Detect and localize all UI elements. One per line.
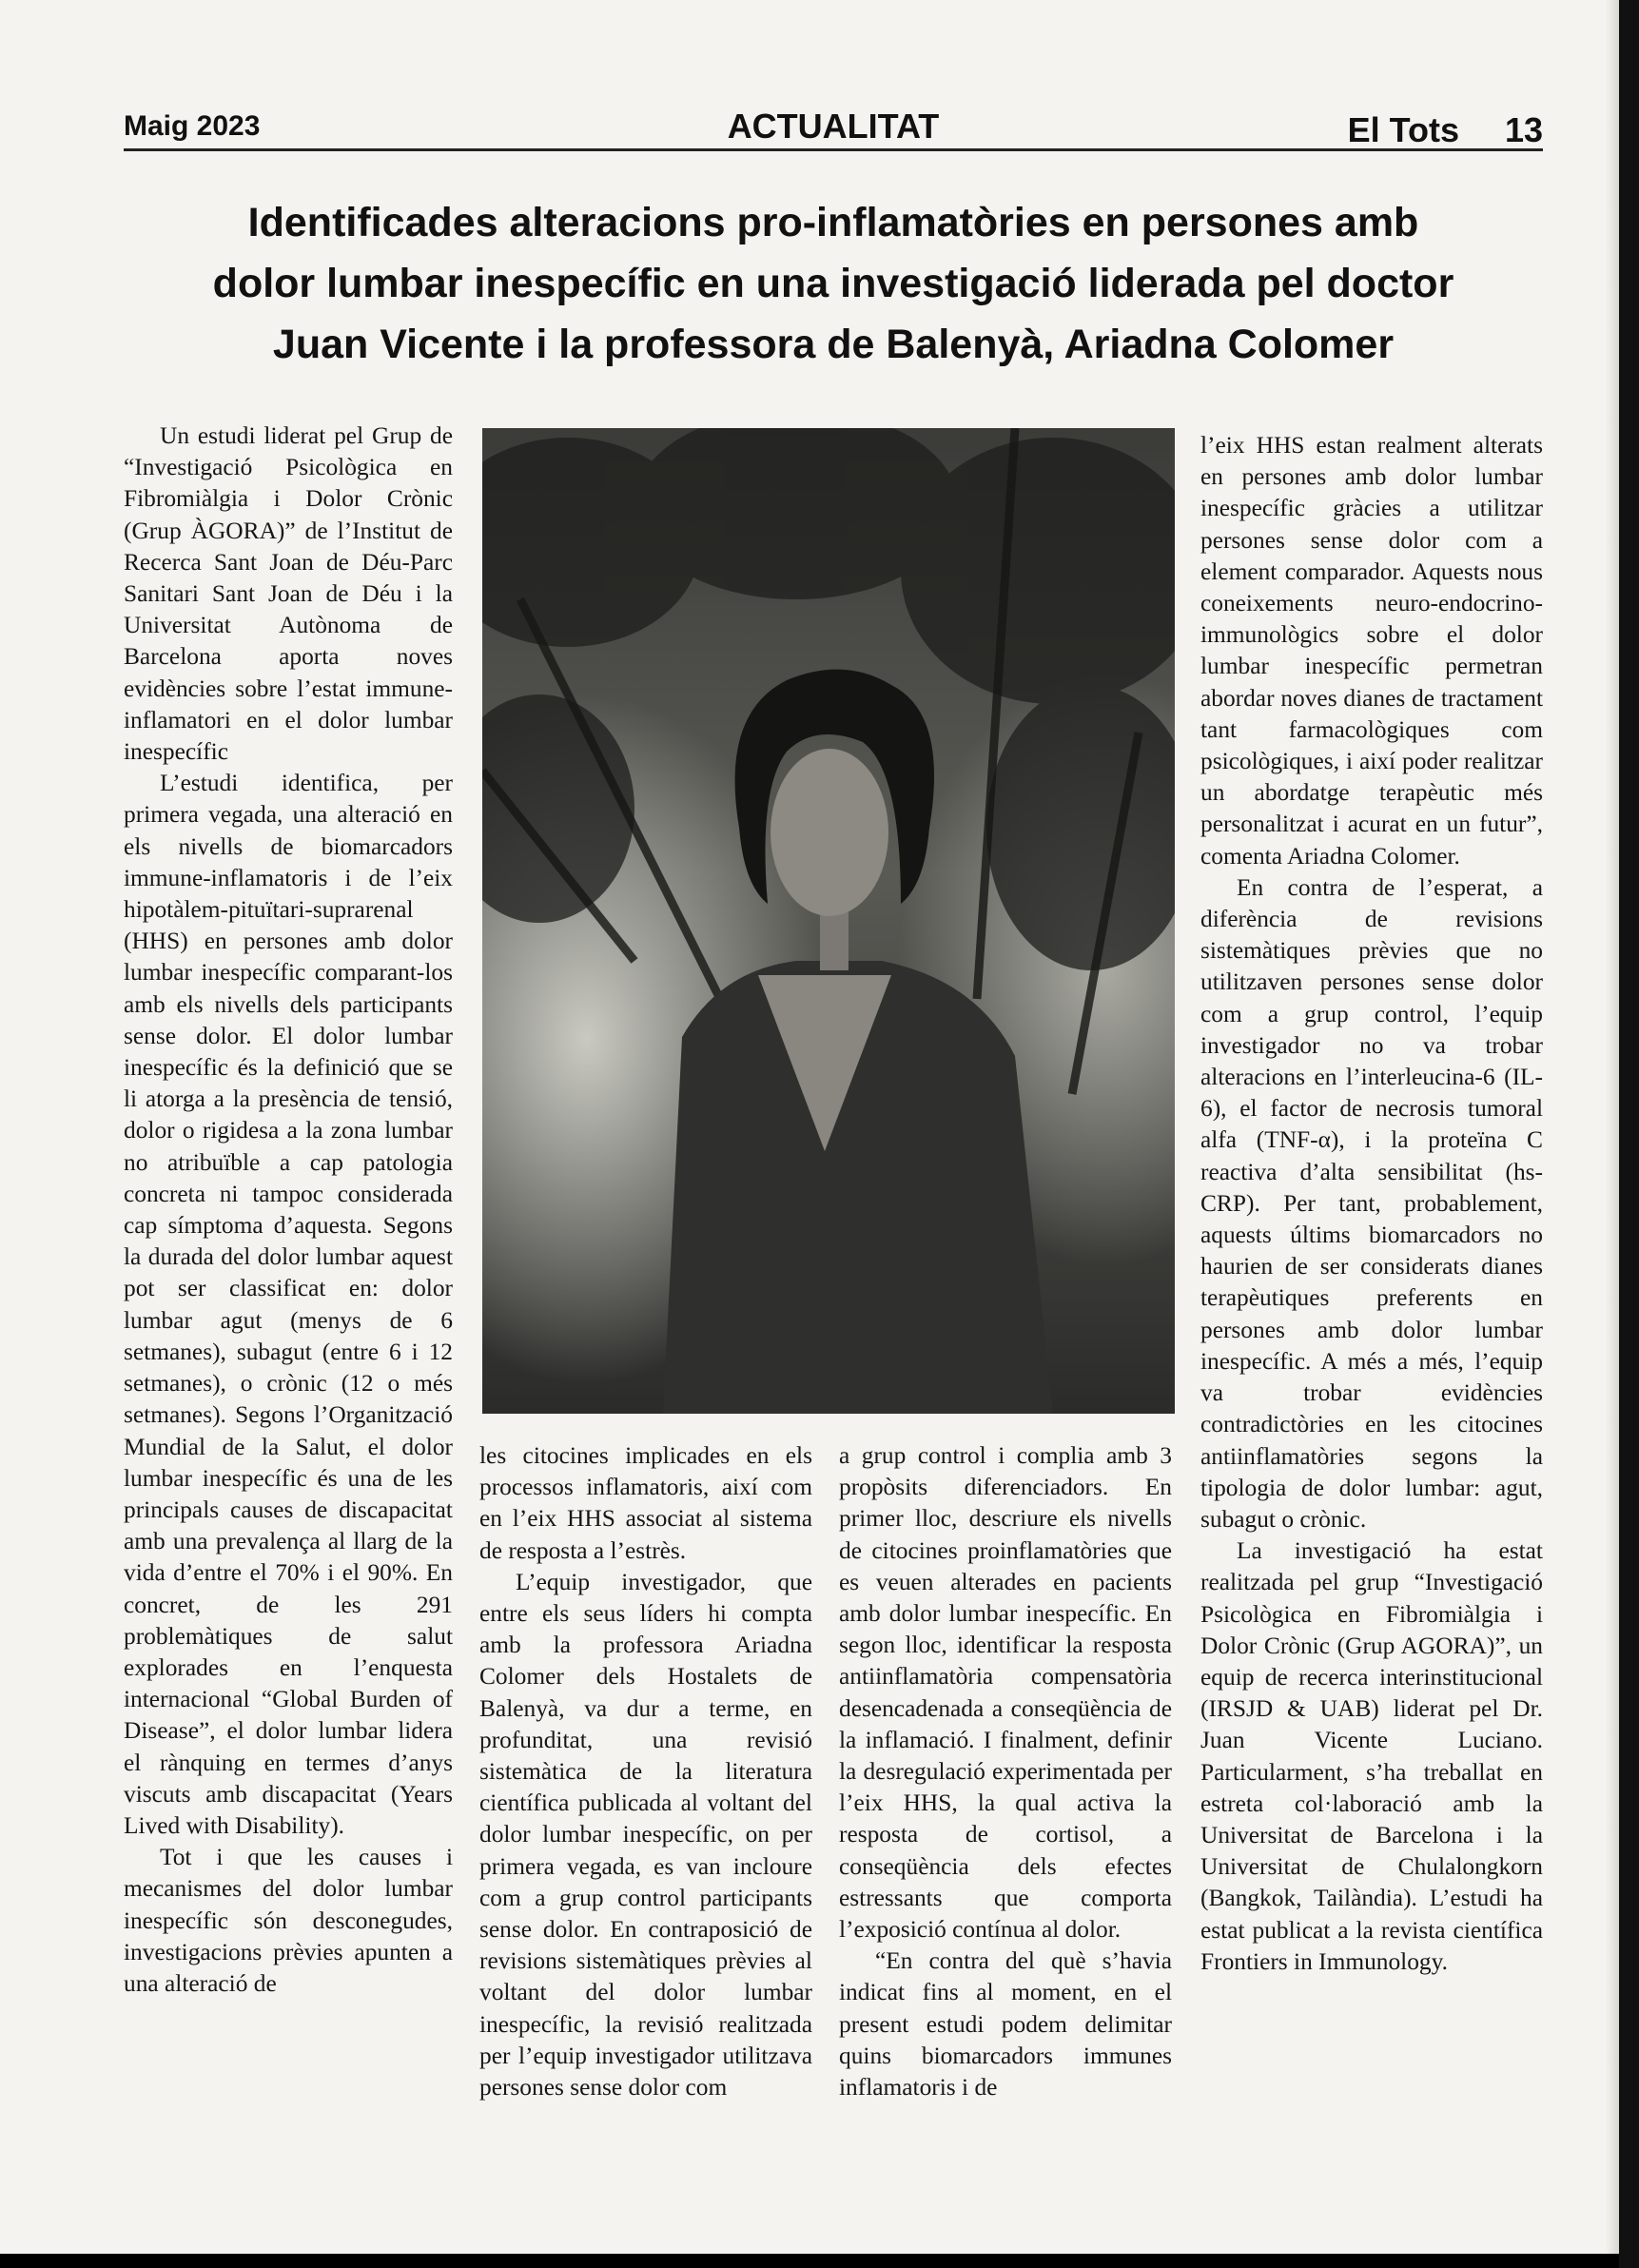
paragraph: les citocines implicades en els processos inflamatoris, així com en l’eix HHS associat al sistema de resposta a l’estrès. bbox=[479, 1442, 812, 1564]
page-edge-shadow bbox=[1606, 0, 1619, 2254]
issue-date: Maig 2023 bbox=[124, 110, 261, 142]
article-column-4 bbox=[1200, 430, 1543, 1978]
binding-spine bbox=[1619, 0, 1639, 2268]
paragraph: “En contra del què s’havia indicat fins al moment, en el present estudi podem delimitar quins biomarcadors immunes inflamatoris i de bbox=[839, 1947, 1172, 2102]
paragraph: Tot i que les causes i mecanismes del dolor lumbar inespecífic són desconegudes, investigacions prèvies apunten a una alteració de bbox=[124, 1844, 453, 1997]
page-header bbox=[124, 105, 1543, 151]
section-title: ACTUALITAT bbox=[727, 107, 940, 146]
page-number: 13 bbox=[1504, 110, 1543, 149]
article-headline bbox=[114, 192, 1552, 375]
publication-name: El Tots bbox=[1347, 110, 1459, 149]
paragraph: l’eix HHS estan realment alterats en persones amb dolor lumbar inespecífic gràcies a utilitzar persones sense dolor com a element comparador. Aquests nous coneixements neuro-endocrino-immunològics sobre el dolor lumbar inespecífic permetran abordar noves dianes de tractament tant farmacològiques com psicològiques, i així poder realitzar un abordatge terapèutic més personalitzat i acurat en un futur”, comenta Ariadna Colomer. bbox=[1200, 432, 1543, 870]
article-column-3 bbox=[839, 1440, 1172, 2103]
article-column-1 bbox=[124, 420, 453, 2000]
portrait-photo-icon bbox=[482, 428, 1175, 1414]
headline-line-2: dolor lumbar inespecífic en una investigació liderada pel doctor bbox=[212, 261, 1454, 306]
paragraph: Un estudi liderat pel Grup de “Investigació Psicològica en Fibromiàlgia i Dolor Crònic (Grup ÀGORA)” de l’Institut de Recerca Sant Joan de Déu-Parc Sanitari Sant Joan de Déu i la Universitat Autònoma de Barcelona aporta noves evidències sobre l’estat immune-inflamatori en el dolor lumbar inespecífic bbox=[124, 422, 453, 766]
article-column-2 bbox=[479, 1440, 812, 2103]
portrait-photo bbox=[482, 428, 1175, 1414]
headline-line-1: Identificades alteracions pro-inflamatòries en persones amb bbox=[247, 200, 1419, 245]
paragraph: L’equip investigador, que entre els seus líders hi compta amb la professora Ariadna Colomer dels Hostalets de Balenyà, va dur a terme, en profunditat, una revisió sistemàtica de la literatura científica publicada al voltant del dolor lumbar inespecífic, on per primera vegada, es van incloure com a grup control participants sense dolor. En contraposició de revisions sistemàtiques prèvies al voltant del dolor lumbar inespecífic, la revisió realitzada per l’equip investigador utilitzava persones sense dolor com bbox=[479, 1568, 812, 2102]
paragraph: En contra de l’esperat, a diferència de revisions sistemàtiques prèvies que no utilitzaven persones sense dolor com a grup control, l’equip investigador no va trobar alteracions en l’interleucina-6 (IL-6), el factor de necrosis tumoral alfa (TNF-α), i la proteïna C reactiva d’alta sensibilitat (hs-CRP). Per tant, probablement, aquests últims biomarcadors no haurien de ser considerats dianes terapèutiques preferents en persones amb dolor lumbar inespecífic. A més a més, l’equip va trobar evidències contradictòries en les citocines antiinflamatòries segons la tipologia de dolor lumbar: agut, subagut o crònic. bbox=[1200, 873, 1543, 1533]
paragraph: La investigació ha estat realitzada pel grup “Investigació Psicològica en Fibromiàlgia i Dolor Crònic (Grup AGORA)”, un equip de recerca interinstitucional (IRSJD & UAB) liderat pel Dr. Juan Vicente Luciano. Particularment, s’ha treballat en estreta col·laboració amb la Universitat de Barcelona i la Universitat de Chulalongkorn (Bangkok, Tailàndia). L’estudi ha estat publicat a la revista científica Frontiers in Immunology. bbox=[1200, 1537, 1543, 1975]
paragraph: a grup control i complia amb 3 propòsits diferenciadors. En primer lloc, descriure els nivells de citocines proinflamatòries que es veuen alterades en pacients amb dolor lumbar inespecífic. En segon lloc, identificar la resposta antiinflamatòria compensatòria desencadenada a conseqüència de la inflamació. I finalment, definir la desregulació experimentada per l’eix HHS, la qual activa la resposta de cortisol, a conseqüència dels efectes estressants que comporta l’exposició contínua al dolor. bbox=[839, 1442, 1172, 1944]
headline-line-3: Juan Vicente i la professora de Balenyà, Ariadna Colomer bbox=[272, 322, 1395, 367]
paragraph: L’estudi identifica, per primera vegada, una alteració en els nivells de biomarcadors immune-inflamatoris i de l’eix hipotàlem-pituïtari-suprarenal (HHS) en persones amb dolor lumbar inespecífic comparant-los amb els nivells dels participants sense dolor. El dolor lumbar inespecífic és la definició que se li atorga a la presència de tensió, dolor o rigidesa a la zona lumbar no atribuïble a cap patologia concreta ni tampoc considerada cap símptoma d’aquesta. Segons la durada del dolor lumbar aquest pot ser classificat en: dolor lumbar agut (menys de 6 setmanes), subagut (entre 6 i 12 setmanes), o crònic (12 o més setmanes). Segons l’Organització Mundial de la Salut, el dolor lumbar inespecífic és una de les principals causes de discapacitat amb una prevalença al llarg de la vida d’entre el 70% i el 90%. En concret, de les 291 problemàtiques de salut explorades en l’enquesta internacional “Global Burden of Disease”, el dolor lumbar lidera el rànquing en termes d’anys viscuts amb discapacitat (Years Lived with Disability). bbox=[124, 770, 453, 1839]
